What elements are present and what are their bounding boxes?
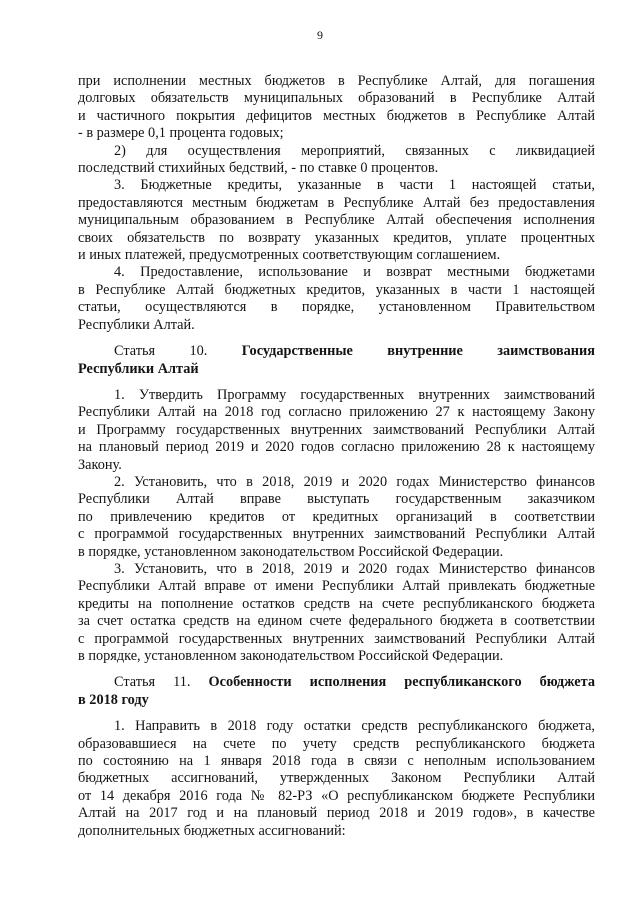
paragraph xyxy=(78,143,595,178)
text-line: своих обязательств по возврату указанных кредитов, уплате процентных xyxy=(78,229,595,246)
text-line: 1. Утвердить Программу государственных внутренних заимствований xyxy=(114,386,595,403)
text-line: последствий стихийных бедствий, - по ставке 0 процентов. xyxy=(78,160,439,177)
text-line: 3. Установить, что в 2018, 2019 и 2020 годах Министерство финансов xyxy=(114,560,595,577)
article-title-continuation: Республики Алтай xyxy=(78,360,199,377)
text-line: кредиты на пополнение остатков средств на счете республиканского бюджета xyxy=(78,595,595,612)
text-line: Республики Алтай. xyxy=(78,316,195,333)
text-line: и Программу государственных внутренних заимствований Республики Алтай xyxy=(78,421,595,438)
text-line: при исполнении местных бюджетов в Республике Алтай, для погашения xyxy=(78,73,595,89)
text-line: Закону. xyxy=(78,456,122,473)
text-line: с программой государственных внутренних заимствований Республики Алтай xyxy=(78,526,595,543)
article-prefix: Статья 10. xyxy=(114,343,208,360)
text-line: Республики Алтай на 2018 год согласно приложению 27 к настоящему Закону xyxy=(78,404,595,421)
text-line: с программой государственных внутренних заимствований Республики Алтай xyxy=(78,630,595,647)
text-line: в порядке, установленном законодательством Российской Федерации. xyxy=(78,543,504,560)
text-line: Республики Алтай вправе выступать государственным заказчиком xyxy=(78,491,595,508)
article-heading-line xyxy=(78,343,595,360)
text-line: 3. Бюджетные кредиты, указанные в части 1 настоящей статьи, xyxy=(114,177,595,194)
text-line: предоставляются местным бюджетам в Республике Алтай без предоставления xyxy=(78,194,595,211)
text-line: бюджетных ассигнований, утвержденных Законом Республики Алтай xyxy=(78,770,595,787)
text-line: на плановый период 2019 и 2020 годов согласно приложению 28 к настоящему xyxy=(78,439,595,456)
text-line: 2) для осуществления мероприятий, связанных с ликвидацией xyxy=(114,142,595,159)
paragraph xyxy=(78,718,595,840)
text-line: 1. Направить в 2018 году остатки средств республиканского бюджета, xyxy=(114,718,595,735)
text-line: и иных платежей, предусмотренных соответствующим соглашением. xyxy=(78,247,501,264)
text-line: и частичного покрытия дефицитов местных бюджетов в Республике Алтай xyxy=(78,107,595,124)
text-line: Республики Алтай вправе от имени Республики Алтай привлекать бюджетные xyxy=(78,578,595,595)
paragraph xyxy=(78,561,595,665)
text-line: 4. Предоставление, использование и возврат местными бюджетами xyxy=(114,264,595,281)
text-line: дополнительных бюджетных ассигнований: xyxy=(78,822,346,839)
text-line: от 14 декабря 2016 года № 82-РЗ «О республиканском бюджете Республики xyxy=(78,787,595,804)
text-line: долговых обязательств муниципальных образований в Республике Алтай xyxy=(78,90,595,107)
article-prefix: Статья 11. xyxy=(114,674,191,691)
article-10-heading xyxy=(78,343,595,378)
text-line: Алтай на 2017 год и на плановый период 2018 и 2019 годов», в качестве xyxy=(78,805,595,822)
paragraph xyxy=(78,264,595,334)
paragraph xyxy=(78,73,595,143)
text-line: по состоянию на 1 января 2018 года в связи с неполным использованием xyxy=(78,753,595,770)
document-body xyxy=(78,73,595,840)
text-line: образовавшиеся на счете по учету средств республиканского бюджета xyxy=(78,735,595,752)
text-line: - в размере 0,1 процента годовых; xyxy=(78,125,284,142)
article-title-continuation: в 2018 году xyxy=(78,691,149,708)
article-title: Государственные внутренние заимствования xyxy=(241,343,595,360)
text-line: в порядке, установленном законодательством Российской Федерации. xyxy=(78,648,504,664)
text-line: в Республике Алтай бюджетных кредитов, указанных в части 1 настоящей xyxy=(78,281,595,298)
article-11-heading xyxy=(78,674,595,709)
text-line: 2. Установить, что в 2018, 2019 и 2020 годах Министерство финансов xyxy=(114,473,595,490)
paragraph xyxy=(78,177,595,264)
page-number: 9 xyxy=(317,28,323,42)
text-line: статьи, осуществляются в порядке, установленном Правительством xyxy=(78,299,595,316)
article-title: Особенности исполнения республиканского бюджета xyxy=(208,674,595,691)
article-heading-line xyxy=(78,674,595,691)
text-line: по привлечению кредитов от кредитных организаций в соответствии xyxy=(78,508,595,525)
paragraph xyxy=(78,387,595,474)
text-line: муниципальным образованием в Республике Алтай обеспечения исполнения xyxy=(78,212,595,229)
paragraph xyxy=(78,474,595,561)
text-line: за счет остатка средств на едином счете федерального бюджета в соответствии xyxy=(78,613,595,630)
